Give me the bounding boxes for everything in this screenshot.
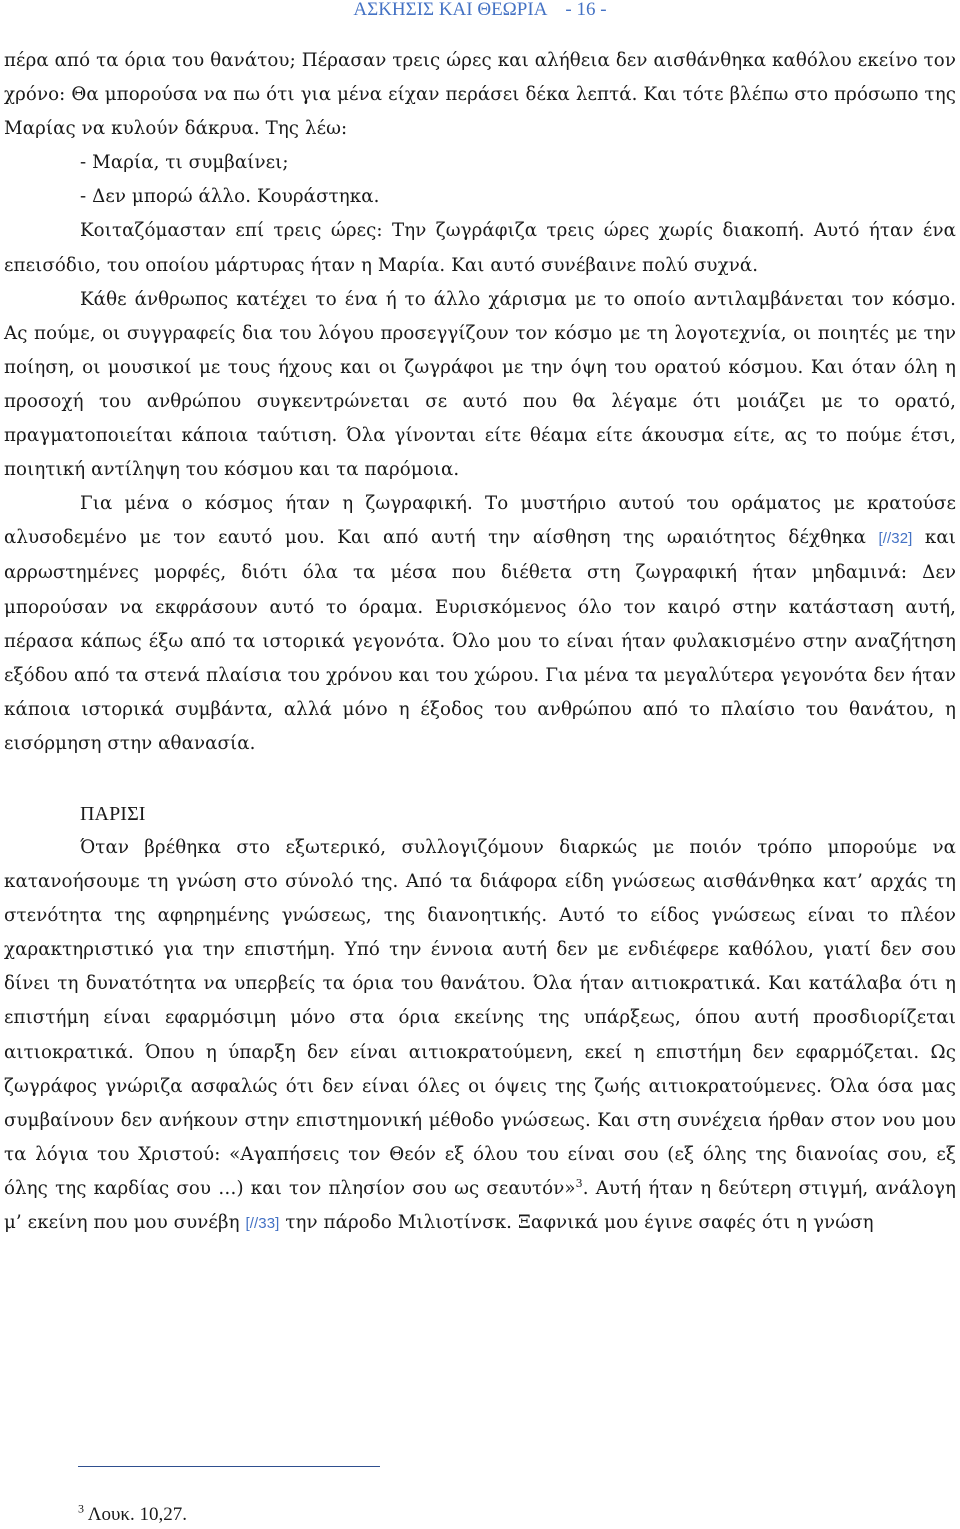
section-title: ΠΑΡΙΣΙ [80,802,146,825]
footnote [78,1503,187,1527]
footnote-marker[interactable]: 3 [575,1176,583,1190]
paragraph-5 [4,831,956,1241]
page-ref-link-32[interactable]: [//32] [878,530,913,548]
paragraph-4 [4,487,956,761]
header-title: ΑΣΚΗΣΙΣ ΚΑΙ ΘΕΩΡΙΑ [353,0,548,20]
footnote-separator [78,1466,380,1467]
paragraph-5-part-b: . Αυτή ήταν η δεύτερη στιγμή, ανάλογη μ’ εκείνη που μου συνέβη [4,1177,956,1233]
paragraph-3: Κάθε άνθρωπος κατέχει το ένα ή το άλλο χάρισμα με το οποίο αντιλαμβάνεται τον κόσμο. Ας πούμε, οι συγγραφείς δια του λόγου προσεγγίζουν τον κόσμο με τη λογοτεχνία, οι ποιητές με την ποίηση, οι μουσικοί με τους ήχους και οι ζωγράφοι με την όψη του ορατού κόσμου. Και όταν όλη η προσοχή του ανθρώπου συγκεντρώνεται σε αυτό που θα λέγαμε ότι μοιάζει με το ορατό, πραγματοποιείται κάποια ταύτιση. Όλα γίνονται είτε θέαμα είτε άκουσμα είτε, ας το πούμε έτσι, ποιητική αντίληψη του κόσμου και τα παρόμοια. [4,288,956,481]
paragraph-2: Κοιταζόμασταν επί τρεις ώρες: Την ζωγράφιζα τρεις ώρες χωρίς διακοπή. Αυτό ήταν ένα επεισόδιο, του οποίου μάρτυρας ήταν η Μαρία. Και αυτό συνέβαινε πολύ συχνά. [4,220,956,276]
dialogue-line-1: - Μαρία, τι συμβαίνει; [80,152,289,174]
paragraph-5-part-c: την πάροδο Μιλιοτίνσκ. Ξαφνικά μου έγινε σαφές ότι η γνώση [285,1212,874,1233]
running-header [0,0,960,22]
body-text [4,44,956,1241]
paragraph-5-part-a: Όταν βρέθηκα στο εξωτερικό, συλλογιζόμουν διαρκώς με ποιόν τρόπο μπορούμε να κατανοήσουμε τη γνώση στο σύνολό της. Από τα διάφορα είδη γνώσεως αισθάνθηκα κατ’ αρχάς τη στενότητα της αφηρημένης γνώσεως, της διανοητικής. Αυτό το είδος γνώσεως είναι το πλέον χαρακτηριστικό για την επιστήμη. Υπό την έννοια αυτή δεν με ενδιέφερε καθόλου, γιατί δεν σου δίνει τη δυνατότητα να υπερβείς τα όρια του θανάτου. Όλα ήταν αιτιοκρατικά. Και κατάλαβα ότι η επιστήμη είναι εφαρμόσιμη μόνο στα όρια εκείνης της υπάρξεως, όπου αυτή προσδιορίζεται αιτιοκρατικά. Όπου η ύπαρξη δεν είναι αιτιοκρατούμενη, εκεί η επιστήμη δεν εφαρμόζεται. Ως ζωγράφος γνώριζα ασφαλώς ότι δεν είναι όλες οι όψεις της ζωής αιτιοκρατούμενες. Όλα όσα μας συμβαίνουν δεν ανήκουν στην επιστημονική μέθοδο γνώσεως. Και στη συνέχεια ήρθαν στον νου μου τα λόγια του Χριστού: «Αγαπήσεις τον Θεόν εξ όλου του είναι σου (εξ όλης της διανοίας σου, εξ όλης της καρδίας σου …) και τον πλησίον σου ως σεαυτόν» [4,836,956,1199]
paragraph-4-part-a: Για μένα ο κόσμος ήταν η ζωγραφική. Το μυστήριο αυτού του οράματος με κρατούσε αλυσοδεμένο με τον εαυτό μου. Και από αυτή την αίσθηση της ωραιότητος δέχθηκα [4,493,956,549]
footnote-number: 3 [78,1501,84,1516]
paragraph-1: πέρα από τα όρια του θανάτου; Πέρασαν τρεις ώρες και αλήθεια δεν αισθάνθηκα καθόλου εκείνο τον χρόνο: Θα μπορούσα να πω ότι για μένα είχαν περάσει δέκα λεπτά. Και τότε βλέπω στο πρόσωπο της Μαρίας να κυλούν δάκρυα. Της λέω: [4,50,956,140]
footnote-text: Λουκ. 10,27. [87,1504,187,1525]
dialogue-line-2: - Δεν μπορώ άλλο. Κουράστηκα. [80,186,380,208]
page-number: - 16 - [565,0,607,20]
paragraph-4-part-b: και αρρωστημένες μορφές, διότι όλα τα μέσα που διέθετα στη ζωγραφική ήταν μηδαμινά: Δεν μπορούσαν να εκφράσουν αυτό το όραμα. Ευρισκόμενος όλο τον καιρό στην κατάσταση αυτή, πέρασα κάπως έξω από τα ιστορικά γεγονότα. Όλο μου το είναι ήταν φυλακισμένο στην αναζήτηση εξόδου από τα στενά πλαίσια του χρόνου και του χώρου. Για μένα τα μεγαλύτερα γεγονότα δεν ήταν κάποια ιστορικά συμβάντα, αλλά μόνο η έξοδος του ανθρώπου από το πλαίσιο του θανάτου, η εισόρμηση στην αθανασία. [4,527,956,754]
page-ref-link-33[interactable]: [//33] [245,1215,280,1232]
